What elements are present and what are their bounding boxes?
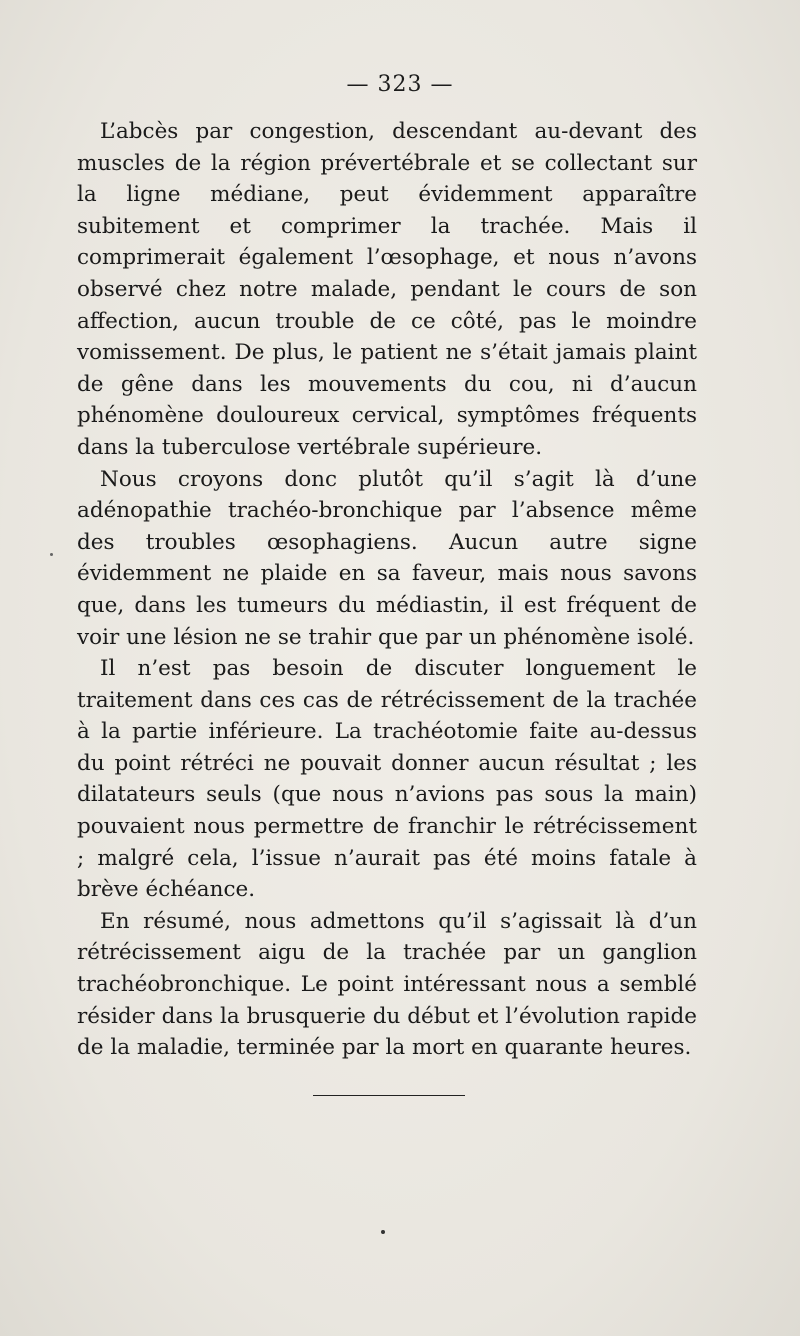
end-rule bbox=[313, 1095, 465, 1096]
body-text bbox=[77, 116, 697, 1064]
paragraph: Il n’est pas besoin de discuter longuement le traitement dans ces cas de rétrécissement de la trachée à la partie inférieure. La trachéotomie faite au-dessus du point rétréci ne pouvait donner aucun résultat ; les dilatateurs seuls (que nous n’avions pas sous la main) pouvaient nous permettre de franchir le rétrécissement ; malgré cela, l’issue n’aurait pas été moins fatale à brève échéance. bbox=[77, 656, 697, 903]
ink-speck bbox=[381, 1230, 385, 1234]
paragraph: L’abcès par congestion, descendant au-devant des muscles de la région prévertébrale et se collectant sur la ligne médiane, peut évidemment apparaître subitement et comprimer la trachée. Mais il comprimerait également l’œsophage, et nous n’avons observé chez notre malade, pendant le cours de son affection, aucun trouble de ce côté, pas le moindre vomissement. De plus, le patient ne s’était jamais plaint de gêne dans les mouvements du cou, ni d’aucun phénomène douloureux cervical, symptômes fréquents dans la tuberculose vertébrale supérieure. bbox=[77, 119, 697, 460]
paragraph: En résumé, nous admettons qu’il s’agissait là d’un rétrécissement aigu de la trachée par un ganglion trachéobronchique. Le point intéressant nous a semblé résider dans la brusquerie du début et l’évolution rapide de la maladie, terminée par la mort en quarante heures. bbox=[77, 908, 697, 1061]
ink-speck bbox=[50, 553, 53, 556]
page-number: — 323 — bbox=[346, 72, 454, 97]
paragraph: Nous croyons donc plutôt qu’il s’agit là d’une adénopathie trachéo-bronchique par l’absence même des troubles œsophagiens. Aucun autre signe évidemment ne plaide en sa faveur, mais nous savons que, dans les tumeurs du médiastin, il est fréquent de voir une lésion ne se trahir que par un phénomène isolé. bbox=[77, 466, 697, 650]
